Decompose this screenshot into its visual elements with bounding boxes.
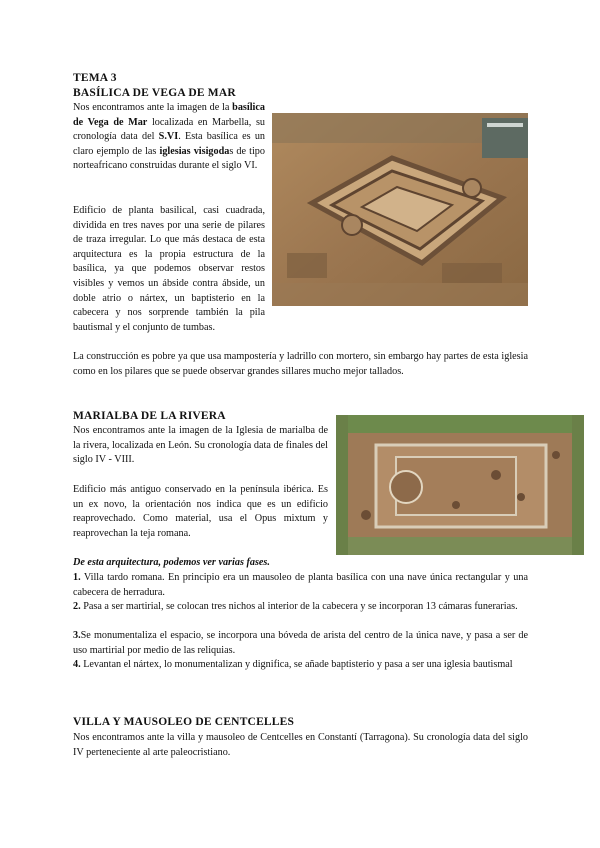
- tema-heading: TEMA 3: [73, 72, 117, 84]
- section2-paragraph2: Edificio más antiguo conservado en la península ibérica. Es un ex novo, la orientación nos indica que es un edificio reaprovechado. Como material, usa el Opus mixtum y reaprovechan la teja romana.: [73, 484, 328, 539]
- section2-title: MARIALBA DE LA RIVERA: [73, 410, 226, 422]
- section3-title: VILLA Y MAUSOLEO DE CENTCELLES: [73, 716, 295, 728]
- phase-item-1: 1. Villa tardo romana. En principio era un mausoleo de planta basílica con una nave única rectangular y una cabecera de herradura.: [73, 572, 528, 598]
- section1-paragraph1: Nos encontramos ante la imagen de la basílica de Vega de Mar localizada en Marbella, su cronología data del S.VI. Esta basílica es un claro ejemplo de las iglesias visigodas de tipo norteafricano construidas durante el siglo VI.: [73, 102, 266, 172]
- section1-title: BASÍLICA DE VEGA DE MAR: [73, 87, 236, 99]
- phases-title: De esta arquitectura, podemos ver varias fases.: [73, 557, 270, 568]
- phase-item-4: 4. Levantan el nártex, lo monumentalizan y dignifica, se añade baptisterio y pasa a ser una iglesia bautismal: [73, 659, 513, 670]
- marialba-photo: [336, 415, 584, 555]
- section2-paragraph1: Nos encontramos ante la imagen de la Iglesia de marialba de la rivera, localizada en León. Su cronología data de finales del siglo IV - VIII.: [73, 425, 328, 466]
- section3-paragraph1: Nos encontramos ante la villa y mausoleo de Centcelles en Constantí (Tarragona). Su cronología data del siglo IV perteneciente al arte paleocristiano.: [73, 732, 528, 758]
- vega-de-mar-photo: [272, 113, 528, 306]
- phase-item-2: 2. Pasa a ser martirial, se colocan tres nichos al interior de la cabecera y se incorporan 13 cámaras funerarias.: [73, 601, 518, 612]
- phase-item-3: 3.Se monumentaliza el espacio, se incorpora una bóveda de arista del centro de la única nave, y pasa a ser de uso martirial por medio de las reliquias.: [73, 630, 528, 656]
- section1-paragraph3: La construcción es pobre ya que usa mampostería y ladrillo con mortero, sin embargo hay partes de esta iglesia como en los pilares que se puede observar grandes sillares mucho mejor tallados.: [73, 351, 528, 377]
- section1-paragraph2: Edificio de planta basilical, casi cuadrada, dividida en tres naves por una serie de pilares de traza irregular. Lo que más destaca de esta arquitectura es la propia estructura de la basílica, ya que podemos observar restos visibles y vemos un ábside contra ábside, un doble atrio o nártex, un baptisterio en la cabecera y nos sorprende también la pila bautismal y el conjunto de tumbas.: [73, 205, 265, 333]
